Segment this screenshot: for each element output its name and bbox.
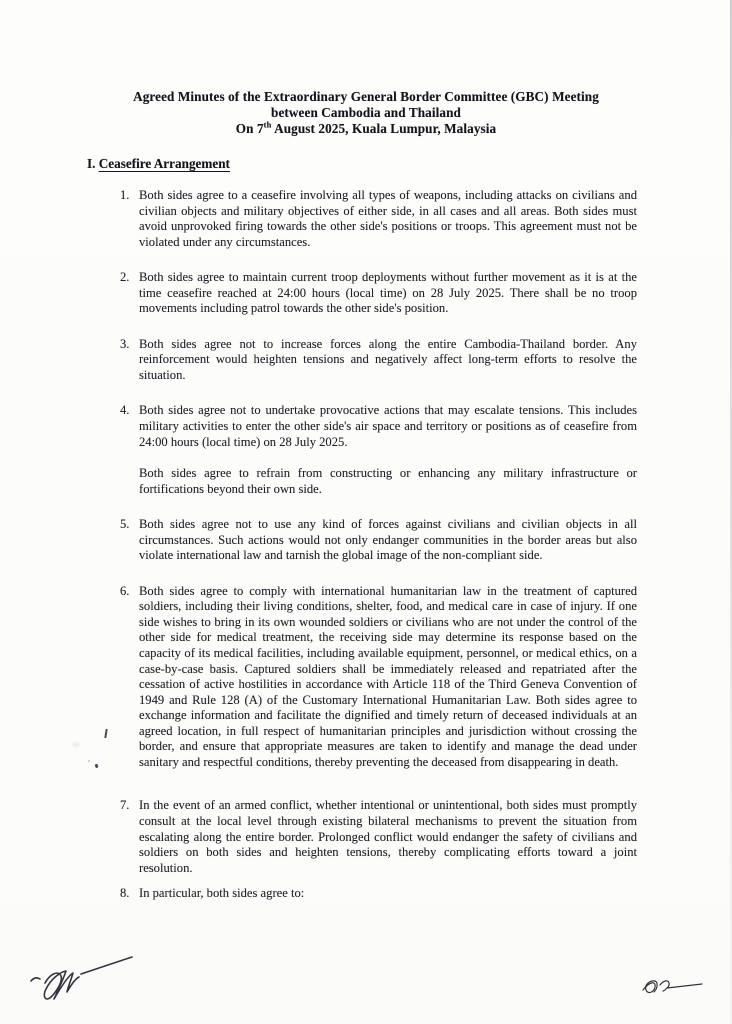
clause-8: [120, 886, 637, 902]
ordinal-superscript: th: [263, 120, 272, 131]
document-title: [0, 89, 732, 138]
clause-2: [120, 270, 637, 317]
clause-6: [120, 584, 637, 771]
handwriting-stroke: [634, 973, 708, 1001]
clause-number: 3.: [120, 336, 130, 351]
clause-number: 4.: [120, 403, 130, 418]
pen-mark-tick: [104, 729, 107, 738]
clause-text: Both sides agree to a ceasefire involving all types of weapons, including attacks on civilians and civilian objects and military objectives of either side, in all cases and all areas. Both sides must avoid unprovoked firing towards the other side's positions or troops. This agreement must not be violated under any circumstances.: [139, 188, 637, 249]
clause-number: 5.: [120, 517, 130, 532]
section-numeral: I.: [87, 156, 96, 171]
pen-mark-dot: [94, 764, 98, 768]
clause-number: 1.: [120, 188, 130, 202]
title-line-3: On 7th August 2025, Kuala Lumpur, Malaysia: [235, 120, 497, 137]
clause-text: Both sides agree to comply with international humanitarian law in the treatment of captured soldiers, including their living conditions, shelter, food, and medical care in case of injury. If one side wishes to bring in its own wounded soldiers or civilians who are not under the control of the other side for medical treatment, the receiving side may determine its response based on the capacity of its medical facilities, including available equipment, personnel, or medical ethics, on a case-by-case basis. Captured soldiers shall be immediately released and repatriated after the cessation of active hostilities in accordance with Article 118 of the Third Geneva Convention of 1949 and Rule 128 (A) of the Customary International Humanitarian Law. Both sides agree to exchange information and facilitate the dignified and timely return of deceased individuals at an agreed location, in full respect of humanitarian principles and jurisdiction without crossing the border, and ensure that appropriate measures are taken to identify and manage the dead under sanitary and respectful conditions, thereby preventing the deceased from disappearing in death.: [139, 583, 637, 769]
clause-text: Both sides agree not to use any kind of forces against civilians and civilian objects in all circumstances. Such actions would not only endanger communities in the border areas but also violate international law and tarnish the global image of the non-compliant side.: [139, 517, 637, 563]
section-heading: [87, 156, 230, 172]
clause-number: 8.: [120, 886, 130, 901]
clause-subparagraph: Both sides agree to refrain from constructing or enhancing any military infrastructure or fortifications beyond their own side.: [139, 466, 637, 496]
pen-mark-dot-faint: [88, 760, 90, 762]
clause-text: Both sides agree not to undertake provocative actions that may escalate tensions. This includes military activities to enter the other side's air space and territory or positions as of ceasefire from 24:00 hours (local time) on 28 July 2025.: [139, 403, 637, 449]
clause-number: 6.: [120, 583, 130, 598]
clause-4: [120, 403, 637, 497]
clause-5: [120, 517, 637, 564]
title-line-1: Agreed Minutes of the Extraordinary General Border Committee (GBC) Meeting: [133, 89, 599, 104]
clause-1: [120, 188, 637, 250]
section-heading-text: Ceasefire Arrangement: [98, 156, 230, 171]
clause-7: [120, 798, 637, 876]
handwriting-stroke: [26, 951, 138, 1005]
clause-3: [120, 337, 637, 384]
scan-smudge: [72, 742, 80, 747]
clause-text: Both sides agree to maintain current troop deployments without further movement as it is at the time ceasefire reached at 24:00 hours (local time) on 28 July 2025. There shall be no troop movements including patrol towards the other side's position.: [139, 270, 637, 316]
clause-list: [120, 188, 637, 922]
clause-text: In the event of an armed conflict, whether intentional or unintentional, both sides must promptly consult at the local level through existing bilateral mechanisms to prevent the situation from escalating along the entire border. Prolonged conflict would endanger the safety of civilians and soldiers on both sides and heighten tensions, thereby complicating efforts toward a joint resolution.: [139, 798, 637, 875]
clause-number: 7.: [120, 798, 130, 813]
signature-initials-right: [634, 973, 708, 1001]
title-line-2: between Cambodia and Thailand: [271, 105, 461, 121]
clause-text: Both sides agree not to increase forces along the entire Cambodia-Thailand border. Any reinforcement would heighten tensions and negatively affect long-term efforts to resolve the situation.: [139, 336, 637, 382]
clause-text: In particular, both sides agree to:: [139, 886, 305, 901]
clause-number: 2.: [120, 270, 130, 285]
signature-initials-left: [26, 951, 138, 1005]
